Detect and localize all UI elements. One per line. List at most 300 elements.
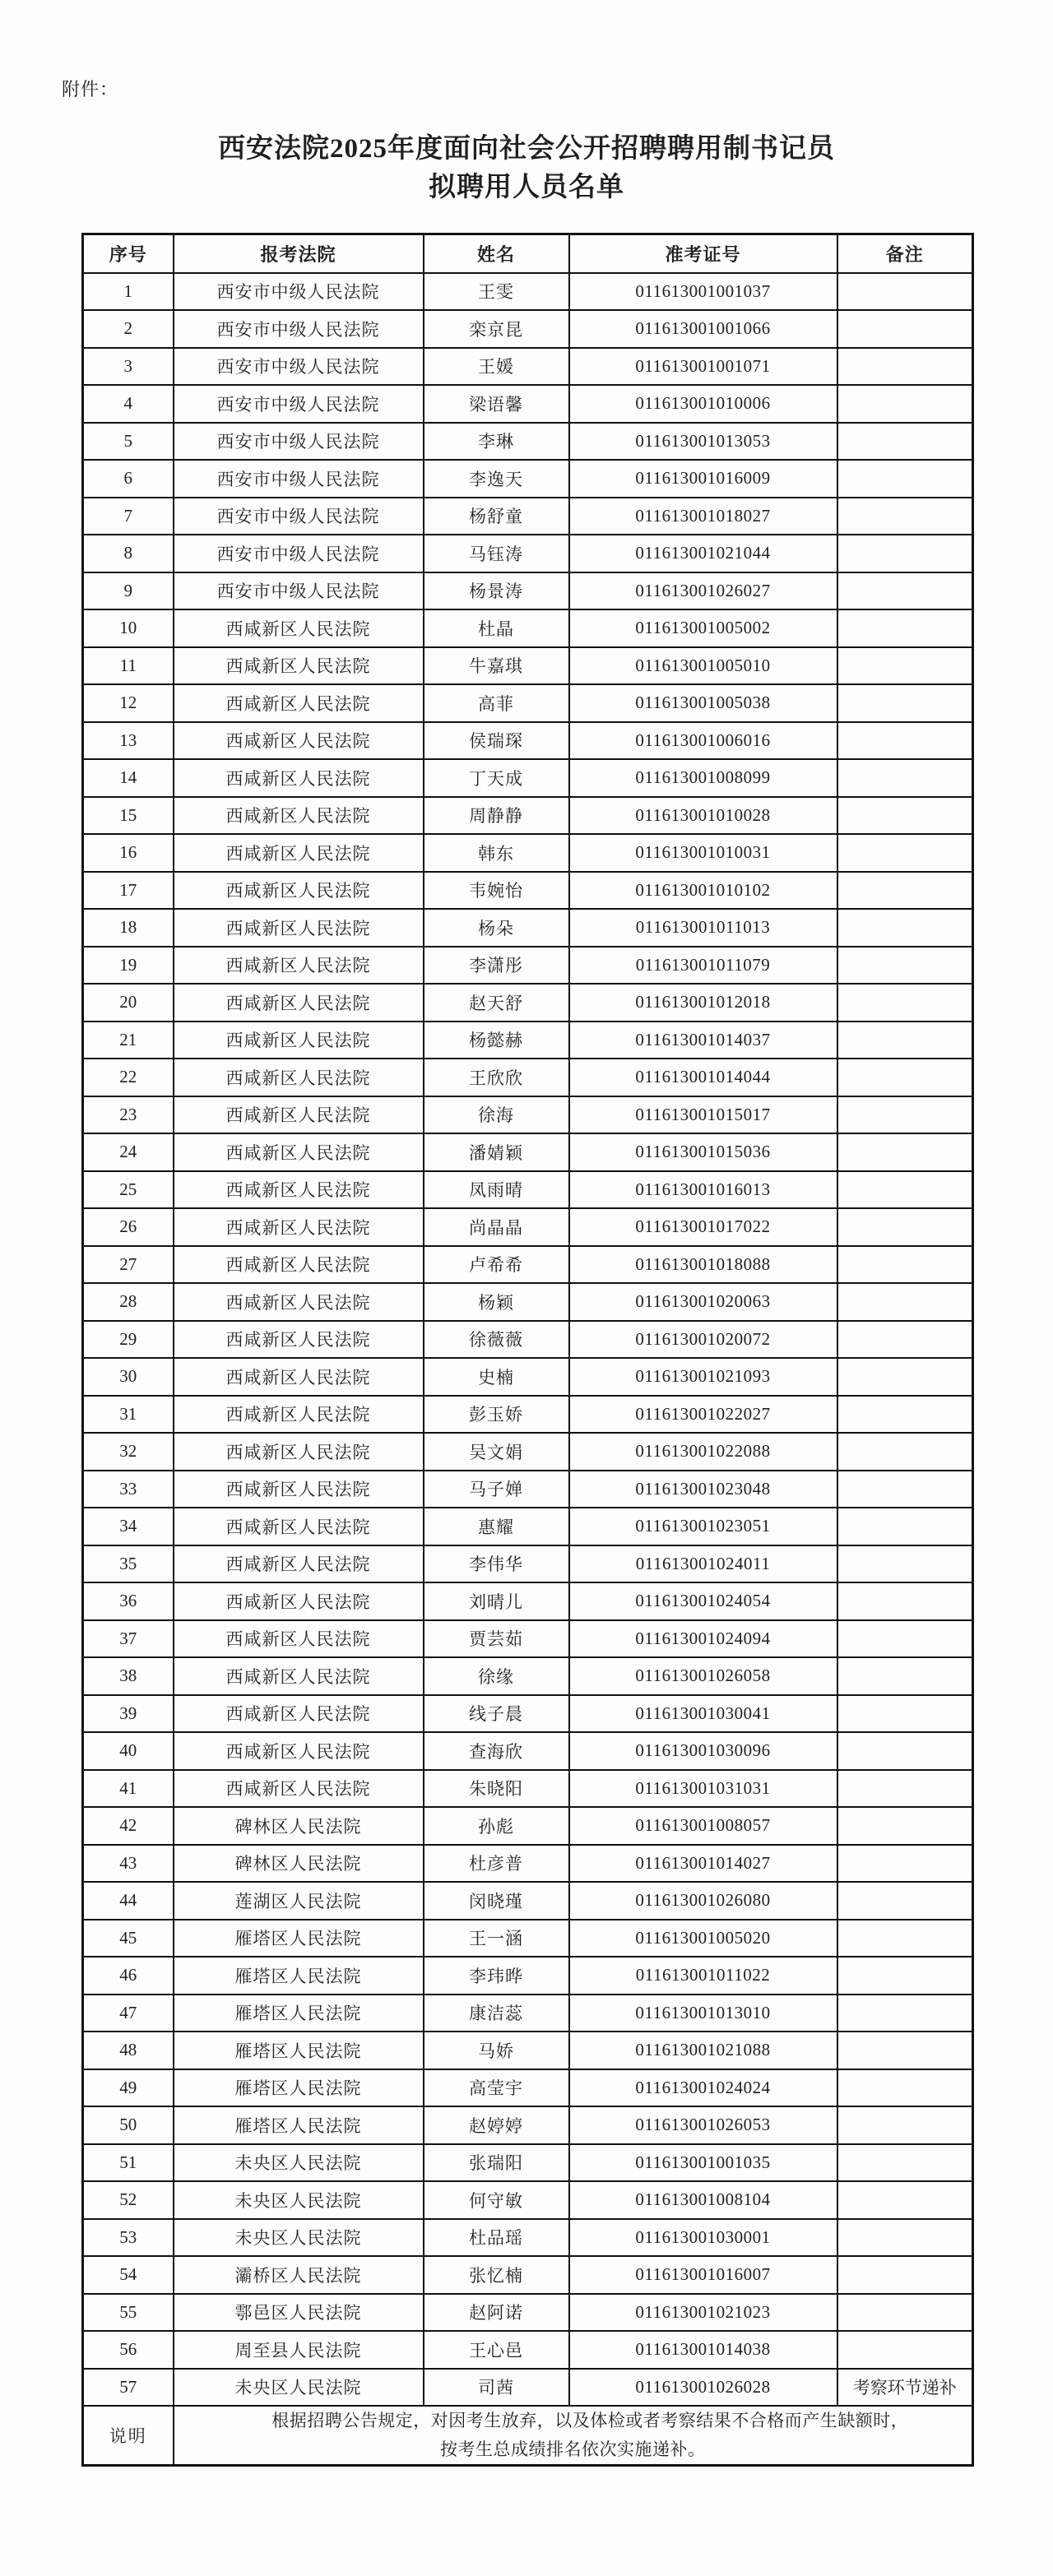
page-title: [0, 130, 1053, 207]
table-row: [83, 2181, 973, 2219]
cell-ticket: 011613001021088: [569, 2032, 837, 2069]
cell-seq: 12: [83, 684, 174, 722]
cell-remark: [837, 2331, 973, 2369]
table-row: [83, 984, 973, 1022]
column-header-seq: 序号: [83, 234, 174, 273]
cell-court: 西咸新区人民法院: [174, 1545, 424, 1583]
cell-name: 徐薇薇: [424, 1321, 569, 1359]
cell-remark: [837, 423, 973, 461]
table-row: [83, 1321, 973, 1359]
cell-seq: 42: [83, 1807, 174, 1845]
table-row: [83, 647, 973, 685]
cell-name: 杨懿赫: [424, 1022, 569, 1059]
cell-court: 雁塔区人民法院: [174, 1920, 424, 1957]
table-row: [83, 1957, 973, 1995]
cell-name: 闵晓瑾: [424, 1882, 569, 1920]
cell-remark: [837, 1620, 973, 1658]
cell-remark: [837, 460, 973, 498]
cell-seq: 31: [83, 1396, 174, 1434]
table-row: [83, 1620, 973, 1658]
table-row: [83, 460, 973, 498]
cell-remark: [837, 385, 973, 423]
table-row: [83, 1208, 973, 1246]
cell-court: 西安市中级人民法院: [174, 423, 424, 461]
table-row: [83, 1508, 973, 1545]
cell-ticket: 011613001006016: [569, 722, 837, 760]
cell-court: 西咸新区人民法院: [174, 1321, 424, 1359]
cell-ticket: 011613001021023: [569, 2294, 837, 2332]
cell-court: 西咸新区人民法院: [174, 872, 424, 910]
table-row: [83, 2369, 973, 2407]
cell-court: 西咸新区人民法院: [174, 1657, 424, 1695]
cell-court: 西咸新区人民法院: [174, 1770, 424, 1808]
page-title-line2: 拟聘用人员名单: [429, 173, 624, 202]
cell-court: 莲湖区人民法院: [174, 1882, 424, 1920]
cell-court: 西咸新区人民法院: [174, 909, 424, 947]
cell-remark: [837, 2069, 973, 2107]
cell-court: 西咸新区人民法院: [174, 1695, 424, 1733]
cell-remark: [837, 1920, 973, 1957]
table-row: [83, 2144, 973, 2182]
cell-remark: [837, 759, 973, 797]
cell-court: 西安市中级人民法院: [174, 460, 424, 498]
cell-court: 西咸新区人民法院: [174, 984, 424, 1022]
table-row: [83, 834, 973, 872]
cell-name: 惠耀: [424, 1508, 569, 1545]
table-row: [83, 2069, 973, 2107]
table-row: [83, 2331, 973, 2369]
table-row: [83, 684, 973, 722]
cell-seq: 56: [83, 2331, 174, 2369]
table-row: [83, 1770, 973, 1808]
cell-seq: 53: [83, 2219, 174, 2257]
cell-ticket: 011613001008057: [569, 1807, 837, 1845]
cell-ticket: 011613001026027: [569, 572, 837, 610]
cell-ticket: 011613001012018: [569, 984, 837, 1022]
cell-seq: 35: [83, 1545, 174, 1583]
cell-name: 卢希希: [424, 1246, 569, 1284]
cell-ticket: 011613001013053: [569, 423, 837, 461]
cell-seq: 4: [83, 385, 174, 423]
table-row: [83, 2256, 973, 2294]
cell-name: 凤雨晴: [424, 1171, 569, 1209]
cell-name: 李玮晔: [424, 1957, 569, 1995]
cell-remark: [837, 834, 973, 872]
cell-court: 周至县人民法院: [174, 2331, 424, 2369]
cell-remark: [837, 2144, 973, 2182]
cell-remark: [837, 1882, 973, 1920]
cell-seq: 39: [83, 1695, 174, 1733]
cell-name: 彭玉娇: [424, 1396, 569, 1434]
cell-ticket: 011613001008099: [569, 759, 837, 797]
cell-seq: 29: [83, 1321, 174, 1359]
cell-name: 吴文娟: [424, 1433, 569, 1471]
cell-ticket: 011613001024054: [569, 1582, 837, 1620]
table-row: [83, 1657, 973, 1695]
cell-seq: 17: [83, 872, 174, 910]
cell-seq: 19: [83, 947, 174, 985]
cell-remark: [837, 1358, 973, 1396]
cell-ticket: 011613001014027: [569, 1845, 837, 1883]
cell-court: 西咸新区人民法院: [174, 1396, 424, 1434]
cell-name: 侯瑞琛: [424, 722, 569, 760]
cell-ticket: 011613001014037: [569, 1022, 837, 1059]
cell-ticket: 011613001020072: [569, 1321, 837, 1359]
cell-court: 灞桥区人民法院: [174, 2256, 424, 2294]
cell-remark: [837, 1246, 973, 1284]
cell-seq: 38: [83, 1657, 174, 1695]
cell-remark: [837, 1321, 973, 1359]
cell-court: 西咸新区人民法院: [174, 647, 424, 685]
table-row: [83, 2106, 973, 2144]
cell-seq: 46: [83, 1957, 174, 1995]
cell-remark: [837, 909, 973, 947]
cell-remark: [837, 1545, 973, 1583]
table-row: [83, 947, 973, 985]
cell-ticket: 011613001031031: [569, 1770, 837, 1808]
cell-court: 西咸新区人民法院: [174, 609, 424, 647]
cell-name: 周静静: [424, 797, 569, 835]
cell-court: 西安市中级人民法院: [174, 310, 424, 348]
cell-court: 西咸新区人民法院: [174, 1732, 424, 1770]
cell-remark: [837, 1770, 973, 1808]
table-row: [83, 1133, 973, 1171]
table-row: [83, 872, 973, 910]
cell-seq: 27: [83, 1246, 174, 1284]
cell-name: 何守敏: [424, 2181, 569, 2219]
cell-ticket: 011613001016013: [569, 1171, 837, 1209]
cell-seq: 14: [83, 759, 174, 797]
cell-remark: [837, 2219, 973, 2257]
cell-seq: 20: [83, 984, 174, 1022]
cell-ticket: 011613001021093: [569, 1358, 837, 1396]
cell-court: 西咸新区人民法院: [174, 1246, 424, 1284]
cell-name: 梁语馨: [424, 385, 569, 423]
cell-seq: 41: [83, 1770, 174, 1808]
cell-court: 西咸新区人民法院: [174, 1283, 424, 1321]
cell-remark: [837, 1695, 973, 1733]
cell-seq: 10: [83, 609, 174, 647]
table-row: [83, 1582, 973, 1620]
cell-ticket: 011613001026058: [569, 1657, 837, 1695]
cell-remark: [837, 1508, 973, 1545]
cell-ticket: 011613001016009: [569, 460, 837, 498]
cell-name: 杨朵: [424, 909, 569, 947]
cell-name: 赵阿诺: [424, 2294, 569, 2332]
cell-seq: 34: [83, 1508, 174, 1545]
table-row: [83, 1732, 973, 1770]
cell-seq: 18: [83, 909, 174, 947]
table-row: [83, 385, 973, 423]
table-row: [83, 1171, 973, 1209]
cell-remark: [837, 1022, 973, 1059]
cell-remark: [837, 1171, 973, 1209]
cell-name: 栾京昆: [424, 310, 569, 348]
cell-remark: [837, 348, 973, 386]
cell-court: 西咸新区人民法院: [174, 1433, 424, 1471]
cell-remark: [837, 1133, 973, 1171]
cell-ticket: 011613001005038: [569, 684, 837, 722]
table-row: [83, 909, 973, 947]
cell-seq: 54: [83, 2256, 174, 2294]
cell-ticket: 011613001030041: [569, 1695, 837, 1733]
table-row: [83, 1807, 973, 1845]
cell-court: 未央区人民法院: [174, 2181, 424, 2219]
note-text-line1: 根据招聘公告规定，对因考生放弃，以及体检或者考察结果不合格而产生缺额时，: [271, 2411, 909, 2430]
cell-remark: [837, 1059, 973, 1096]
cell-court: 西安市中级人民法院: [174, 572, 424, 610]
table-row: [83, 310, 973, 348]
cell-seq: 24: [83, 1133, 174, 1171]
cell-court: 西咸新区人民法院: [174, 834, 424, 872]
cell-remark: [837, 310, 973, 348]
cell-name: 丁天成: [424, 759, 569, 797]
cell-seq: 55: [83, 2294, 174, 2332]
cell-court: 西咸新区人民法院: [174, 1471, 424, 1508]
cell-court: 未央区人民法院: [174, 2369, 424, 2407]
cell-name: 王心邑: [424, 2331, 569, 2369]
cell-seq: 21: [83, 1022, 174, 1059]
table-row: [83, 1882, 973, 1920]
cell-ticket: 011613001030096: [569, 1732, 837, 1770]
cell-seq: 16: [83, 834, 174, 872]
cell-seq: 22: [83, 1059, 174, 1096]
cell-name: 马钰涛: [424, 535, 569, 572]
cell-name: 线子晨: [424, 1695, 569, 1733]
cell-seq: 7: [83, 498, 174, 535]
cell-seq: 33: [83, 1471, 174, 1508]
cell-remark: [837, 1732, 973, 1770]
cell-remark: [837, 1657, 973, 1695]
cell-seq: 26: [83, 1208, 174, 1246]
cell-name: 潘婧颖: [424, 1133, 569, 1171]
cell-seq: 1: [83, 273, 174, 311]
cell-name: 王一涵: [424, 1920, 569, 1957]
cell-name: 韦婉怡: [424, 872, 569, 910]
cell-ticket: 011613001011022: [569, 1957, 837, 1995]
cell-court: 碑林区人民法院: [174, 1807, 424, 1845]
cell-ticket: 011613001017022: [569, 1208, 837, 1246]
cell-seq: 3: [83, 348, 174, 386]
cell-name: 赵天舒: [424, 984, 569, 1022]
table-row: [83, 1022, 973, 1059]
table-row: [83, 1396, 973, 1434]
cell-seq: 48: [83, 2032, 174, 2069]
cell-remark: 考察环节递补: [837, 2369, 973, 2407]
cell-name: 杨舒童: [424, 498, 569, 535]
note-label: 说明: [83, 2406, 174, 2466]
cell-seq: 40: [83, 1732, 174, 1770]
table-row: [83, 1096, 973, 1134]
cell-court: 西咸新区人民法院: [174, 1582, 424, 1620]
cell-seq: 57: [83, 2369, 174, 2407]
cell-remark: [837, 498, 973, 535]
cell-court: 西咸新区人民法院: [174, 1508, 424, 1545]
cell-seq: 45: [83, 1920, 174, 1957]
cell-ticket: 011613001013010: [569, 1995, 837, 2032]
cell-name: 尚晶晶: [424, 1208, 569, 1246]
column-header-ticket: 准考证号: [569, 234, 837, 273]
cell-ticket: 011613001010102: [569, 872, 837, 910]
cell-name: 张忆楠: [424, 2256, 569, 2294]
cell-remark: [837, 572, 973, 610]
cell-court: 西咸新区人民法院: [174, 947, 424, 985]
cell-seq: 49: [83, 2069, 174, 2107]
table-row: [83, 1358, 973, 1396]
cell-name: 朱晓阳: [424, 1770, 569, 1808]
cell-ticket: 011613001021044: [569, 535, 837, 572]
cell-ticket: 011613001011013: [569, 909, 837, 947]
cell-name: 马子婵: [424, 1471, 569, 1508]
table-row: [83, 1283, 973, 1321]
cell-ticket: 011613001005020: [569, 1920, 837, 1957]
table-row: [83, 759, 973, 797]
table-row: [83, 348, 973, 386]
cell-remark: [837, 609, 973, 647]
cell-court: 西咸新区人民法院: [174, 1620, 424, 1658]
table-row: [83, 423, 973, 461]
cell-seq: 9: [83, 572, 174, 610]
cell-seq: 51: [83, 2144, 174, 2182]
cell-name: 司茜: [424, 2369, 569, 2407]
cell-remark: [837, 872, 973, 910]
cell-name: 张瑞阳: [424, 2144, 569, 2182]
cell-name: 高菲: [424, 684, 569, 722]
table-row: [83, 1471, 973, 1508]
column-header-remark: 备注: [837, 234, 973, 273]
cell-ticket: 011613001016007: [569, 2256, 837, 2294]
cell-ticket: 011613001001066: [569, 310, 837, 348]
cell-ticket: 011613001015017: [569, 1096, 837, 1134]
column-header-court: 报考法院: [174, 234, 424, 273]
cell-remark: [837, 1096, 973, 1134]
cell-seq: 2: [83, 310, 174, 348]
cell-name: 杜彦普: [424, 1845, 569, 1883]
table-row: [83, 1695, 973, 1733]
cell-court: 西咸新区人民法院: [174, 722, 424, 760]
cell-name: 刘晴儿: [424, 1582, 569, 1620]
cell-seq: 13: [83, 722, 174, 760]
cell-remark: [837, 273, 973, 311]
table-row: [83, 609, 973, 647]
cell-court: 西安市中级人民法院: [174, 273, 424, 311]
cell-court: 西安市中级人民法院: [174, 498, 424, 535]
cell-seq: 11: [83, 647, 174, 685]
cell-seq: 32: [83, 1433, 174, 1471]
table-row: [83, 2032, 973, 2069]
cell-remark: [837, 1807, 973, 1845]
cell-court: 雁塔区人民法院: [174, 1957, 424, 1995]
cell-seq: 30: [83, 1358, 174, 1396]
cell-ticket: 011613001014044: [569, 1059, 837, 1096]
cell-remark: [837, 684, 973, 722]
cell-remark: [837, 984, 973, 1022]
table-row: [83, 722, 973, 760]
cell-ticket: 011613001005010: [569, 647, 837, 685]
cell-seq: 15: [83, 797, 174, 835]
cell-ticket: 011613001026053: [569, 2106, 837, 2144]
cell-ticket: 011613001014038: [569, 2331, 837, 2369]
cell-remark: [837, 2294, 973, 2332]
table-row: [83, 498, 973, 535]
cell-ticket: 011613001024094: [569, 1620, 837, 1658]
cell-name: 高莹宇: [424, 2069, 569, 2107]
cell-ticket: 011613001018027: [569, 498, 837, 535]
cell-ticket: 011613001026080: [569, 1882, 837, 1920]
table-row: [83, 1920, 973, 1957]
cell-court: 西咸新区人民法院: [174, 1096, 424, 1134]
cell-ticket: 011613001010031: [569, 834, 837, 872]
cell-remark: [837, 722, 973, 760]
table-body: [83, 273, 973, 2407]
cell-court: 西咸新区人民法院: [174, 1022, 424, 1059]
cell-ticket: 011613001015036: [569, 1133, 837, 1171]
cell-ticket: 011613001020063: [569, 1283, 837, 1321]
cell-court: 鄠邑区人民法院: [174, 2294, 424, 2332]
cell-ticket: 011613001001035: [569, 2144, 837, 2182]
cell-remark: [837, 1957, 973, 1995]
page-title-line1: 西安法院2025年度面向社会公开招聘聘用制书记员: [218, 134, 835, 164]
cell-court: 西咸新区人民法院: [174, 759, 424, 797]
cell-ticket: 011613001023051: [569, 1508, 837, 1545]
table-footer: [83, 2406, 973, 2466]
cell-remark: [837, 535, 973, 572]
table-row: [83, 273, 973, 311]
cell-name: 牛嘉琪: [424, 647, 569, 685]
cell-name: 杨颖: [424, 1283, 569, 1321]
table-header: [83, 234, 973, 273]
cell-ticket: 011613001010028: [569, 797, 837, 835]
cell-court: 雁塔区人民法院: [174, 1995, 424, 2032]
cell-seq: 36: [83, 1582, 174, 1620]
cell-seq: 50: [83, 2106, 174, 2144]
cell-seq: 8: [83, 535, 174, 572]
cell-remark: [837, 1582, 973, 1620]
cell-court: 碑林区人民法院: [174, 1845, 424, 1883]
cell-ticket: 011613001024011: [569, 1545, 837, 1583]
cell-name: 康洁蕊: [424, 1995, 569, 2032]
cell-name: 徐海: [424, 1096, 569, 1134]
cell-name: 孙彪: [424, 1807, 569, 1845]
cell-court: 西安市中级人民法院: [174, 385, 424, 423]
note-text-line2: 按考生总成绩排名依次实施递补。: [440, 2439, 706, 2459]
cell-name: 杜晶: [424, 609, 569, 647]
attachment-label: 附件：: [62, 79, 119, 100]
cell-court: 雁塔区人民法院: [174, 2069, 424, 2107]
note-row: [83, 2406, 973, 2466]
cell-name: 李琳: [424, 423, 569, 461]
cell-remark: [837, 2032, 973, 2069]
cell-remark: [837, 1208, 973, 1246]
table-row: [83, 1246, 973, 1284]
cell-remark: [837, 2181, 973, 2219]
cell-court: 西安市中级人民法院: [174, 348, 424, 386]
cell-remark: [837, 2256, 973, 2294]
cell-seq: 5: [83, 423, 174, 461]
column-header-name: 姓名: [424, 234, 569, 273]
cell-remark: [837, 947, 973, 985]
cell-seq: 28: [83, 1283, 174, 1321]
cell-name: 查海欣: [424, 1732, 569, 1770]
cell-court: 雁塔区人民法院: [174, 2032, 424, 2069]
cell-name: 王媛: [424, 348, 569, 386]
cell-remark: [837, 1433, 973, 1471]
cell-seq: 25: [83, 1171, 174, 1209]
cell-ticket: 011613001023048: [569, 1471, 837, 1508]
table-row: [83, 1995, 973, 2032]
roster-table: [81, 233, 974, 2467]
table-row: [83, 1433, 973, 1471]
